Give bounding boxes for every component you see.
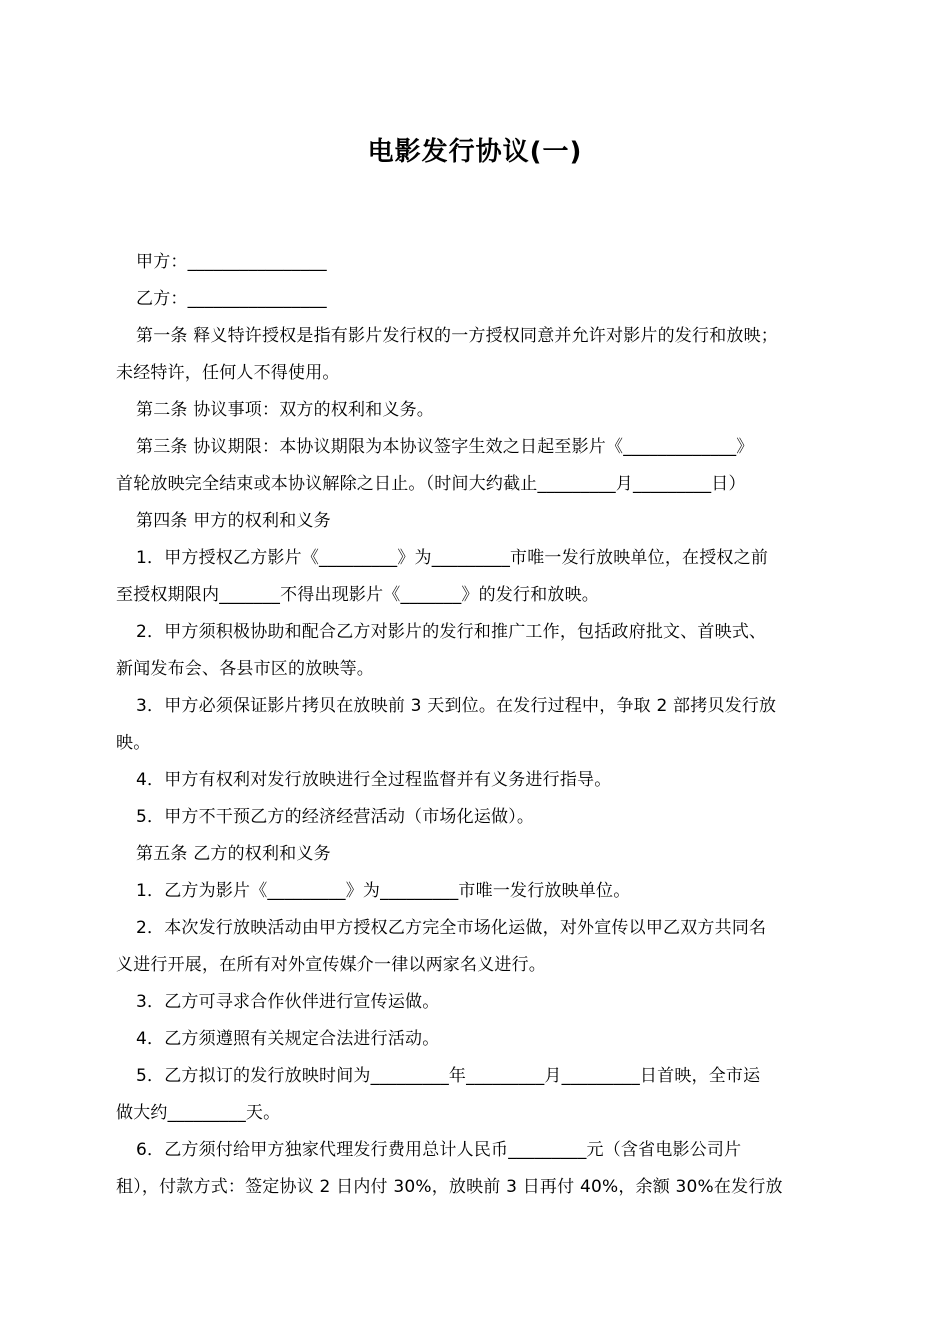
document-line: 租），付款方式：签定协议 2 日内付 30%，放映前 3 日再付 40%，余额 30%在发行放 bbox=[116, 1177, 783, 1197]
document-line: 第一条 释义特许授权是指有影片发行权的一方授权同意并允许对影片的发行和放映； bbox=[136, 326, 779, 346]
document-line: 未经特许，任何人不得使用。 bbox=[116, 363, 340, 383]
document-line: 映。 bbox=[116, 733, 151, 753]
document-line: 首轮放映完全结束或本协议解除之日止。（时间大约截止_________月_________日） bbox=[116, 474, 746, 494]
document-line: 2．本次发行放映活动由甲方授权乙方完全市场化运做，对外宣传以甲乙双方共同名 bbox=[136, 918, 767, 938]
document-line: 2．甲方须积极协助和配合乙方对影片的发行和推广工作，包括政府批文、首映式、 bbox=[136, 622, 767, 642]
document-line: 至授权期限内_______不得出现影片《_______》的发行和放映。 bbox=[116, 585, 599, 605]
document-line: 1．乙方为影片《_________》为_________市唯一发行放映单位。 bbox=[136, 881, 631, 901]
document-line: 第二条 协议事项：双方的权利和义务。 bbox=[136, 400, 435, 420]
document-line: 做大约_________天。 bbox=[116, 1103, 281, 1123]
document-line: 甲方：________________ bbox=[136, 252, 327, 272]
document-line: 第三条 协议期限：本协议期限为本协议签字生效之日起至影片《_____________》 bbox=[136, 437, 754, 457]
document-line: 第四条 甲方的权利和义务 bbox=[136, 511, 331, 531]
document-line: 义进行开展，在所有对外宣传媒介一律以两家名义进行。 bbox=[116, 955, 546, 975]
document-line: 第五条 乙方的权利和义务 bbox=[136, 844, 331, 864]
document-line: 4．甲方有权利对发行放映进行全过程监督并有义务进行指导。 bbox=[136, 770, 612, 790]
document-line: 5．甲方不干预乙方的经济经营活动（市场化运做）。 bbox=[136, 807, 535, 827]
document-title: 电影发行协议(一) bbox=[367, 137, 583, 167]
document-line: 4．乙方须遵照有关规定合法进行活动。 bbox=[136, 1029, 440, 1049]
document-line: 3．乙方可寻求合作伙伴进行宣传运做。 bbox=[136, 992, 440, 1012]
document-line: 5．乙方拟订的发行放映时间为_________年_________月_________日首映，全市运 bbox=[136, 1066, 761, 1086]
document-line: 新闻发布会、各县市区的放映等。 bbox=[116, 659, 374, 679]
document-line: 1．甲方授权乙方影片《_________》为_________市唯一发行放映单位，在授权之前 bbox=[136, 548, 769, 568]
document-line: 3．甲方必须保证影片拷贝在放映前 3 天到位。在发行过程中，争取 2 部拷贝发行放 bbox=[136, 696, 777, 716]
document-line: 6．乙方须付给甲方独家代理发行费用总计人民币_________元（含省电影公司片 bbox=[136, 1140, 742, 1160]
document-body bbox=[116, 244, 844, 1206]
document-line: 乙方：________________ bbox=[136, 289, 327, 309]
